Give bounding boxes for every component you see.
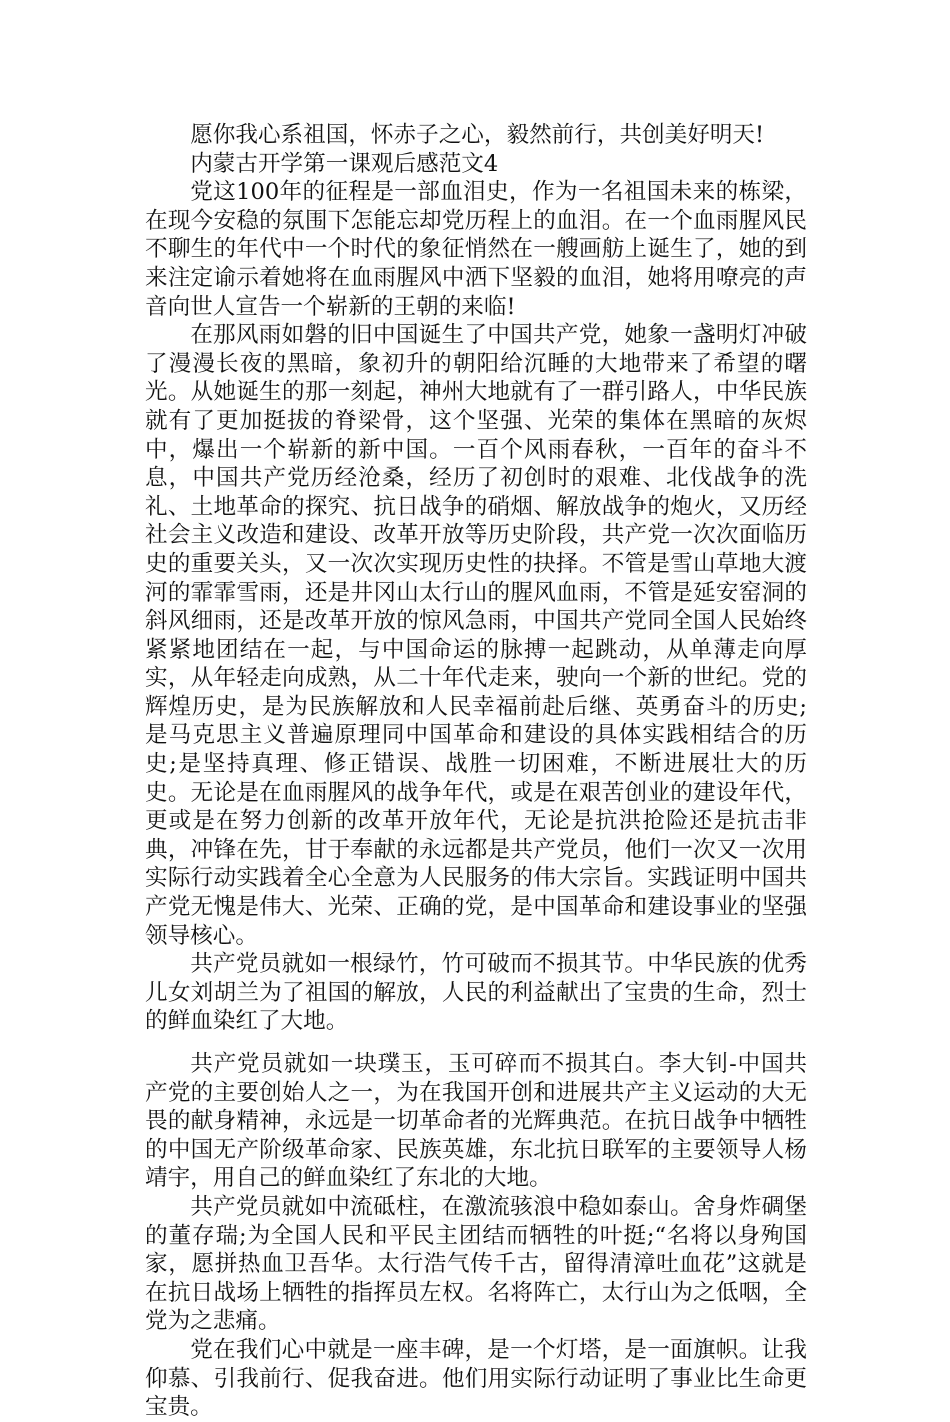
document-body	[145, 121, 807, 1422]
essay-title: 内蒙古开学第一课观后感范文4	[190, 150, 499, 177]
closing-line: 愿你我心系祖国，怀赤子之心，毅然前行，共创美好明天!	[190, 122, 765, 148]
paragraph-jade: 共产党员就如一块璞玉，玉可碎而不损其白。李大钊-中国共产党的主要创始人之一，为在我国开创和进展共产主义运动的大无畏的献身精神，永远是一切革命者的光辉典范。在抗日战争中牺牲的中国无产阶级革命家、民族英雄，东北抗日联军的主要领导人杨靖宇，用自己的鲜血染红了东北的大地。	[145, 1051, 807, 1192]
paragraph-pillar: 共产党员就如中流砥柱，在激流骇浪中稳如泰山。舍身炸碉堡的董存瑞;为全国人民和平民主团结而牺牲的叶挺;“名将以身殉国家，愿拼热血卫吾华。太行浩气传千古，留得清漳吐血花”这就是在抗日战场上牺牲的指挥员左权。名将阵亡，太行山为之低咽，全党为之悲痛。	[145, 1193, 807, 1335]
paragraph-history: 在那风雨如磐的旧中国诞生了中国共产党，她象一盏明灯冲破了漫漫长夜的黑暗，象初升的朝阳给沉睡的大地带来了希望的曙光。从她诞生的那一刻起，神州大地就有了一群引路人，中华民族就有了更加挺拔的脊梁骨，这个坚强、光荣的集体在黑暗的灰烬中，爆出一个崭新的新中国。一百个风雨春秋，一百年的奋斗不息，中国共产党历经沧桑，经历了初创时的艰难、北伐战争的洗礼、土地革命的探究、抗日战争的硝烟、解放战争的炮火，又历经社会主义改造和建设、改革开放等历史阶段，共产党一次次面临历史的重要关头，又一次次实现历史性的抉择。不管是雪山草地大渡河的霏霏雪雨，还是井冈山太行山的腥风血雨，不管是延安窑洞的斜风细雨，还是改革开放的惊风急雨，中国共产党同全国人民始终紧紧地团结在一起，与中国命运的脉搏一起跳动，从单薄走向厚实，从年轻走向成熟，从二十年代走来，驶向一个新的世纪。党的辉煌历史，是为民族解放和人民幸福前赴后继、英勇奋斗的历史;是马克思主义普遍原理同中国革命和建设的具体实践相结合的历史;是坚持真理、修正错误、战胜一切困难，不断进展壮大的历史。无论是在血雨腥风的战争年代，或是在艰苦创业的建设年代，更或是在努力创新的改革开放年代，无论是抗洪抢险还是抗击非典，冲锋在先，甘于奉献的永远都是共产党员，他们一次又一次用实际行动实践着全心全意为人民服务的伟大宗旨。实践证明中国共产党无愧是伟大、光荣、正确的党，是中国革命和建设事业的坚强领导核心。	[145, 322, 807, 949]
paragraph-monument: 党在我们心中就是一座丰碑，是一个灯塔，是一面旗帜。让我仰慕、引我前行、促我奋进。他们用实际行动证明了事业比生命更宝贵。	[145, 1336, 807, 1421]
paragraph-bamboo: 共产党员就如一根绿竹，竹可破而不损其节。中华民族的优秀儿女刘胡兰为了祖国的解放，人民的利益献出了宝贵的生命，烈士的鲜血染红了大地。	[145, 951, 807, 1035]
paragraph-intro: 党这100年的征程是一部血泪史，作为一名祖国未来的栋梁，在现今安稳的氛围下怎能忘却党历程上的血泪。在一个血雨腥风民不聊生的年代中一个时代的象征悄然在一艘画舫上诞生了，她的到来注定谕示着她将在血雨腥风中洒下坚毅的血泪，她将用嘹亮的声音向世人宣告一个崭新的王朝的来临!	[145, 179, 807, 320]
